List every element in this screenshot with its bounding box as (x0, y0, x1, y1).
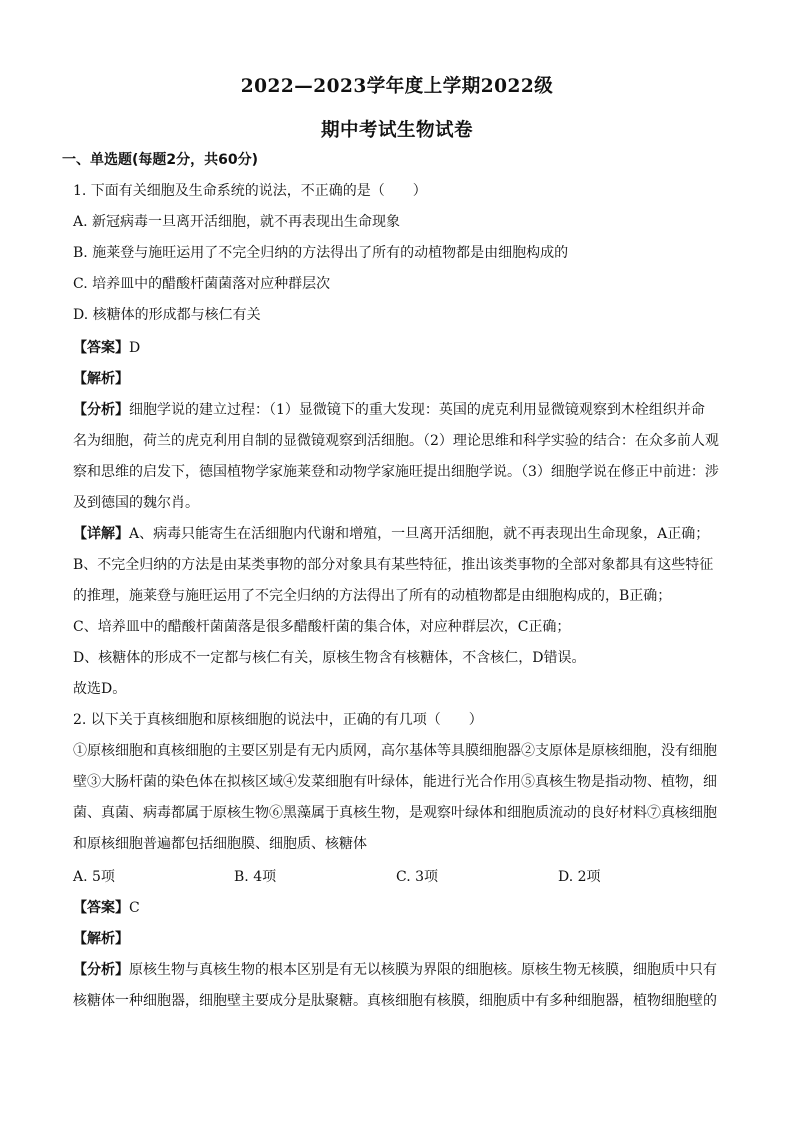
question-1-xiangjie-line5: D、核糖体的形成不一定都与核仁有关，原核生物含有核糖体，不含核仁，D错误。 (73, 650, 586, 666)
question-2-option-b: B. 4项 (234, 869, 277, 885)
question-1-fenxi-line4: 及到德国的魏尔肖。 (73, 495, 199, 511)
question-2-fenxi-line1 (73, 960, 717, 980)
xiangjie-text: A、病毒只能寄生在活细胞内代谢和增殖，一旦离开活细胞，就不再表现出生命现象，A正确； (129, 526, 710, 542)
question-2-body-line3: 菌、真菌、病毒都属于原核生物⑥黑藻属于真核生物，是观察叶绿体和细胞质流动的良好材料⑦真核细胞 (73, 805, 717, 821)
fenxi-text: 原核生物与真核生物的根本区别是有无以核膜为界限的细胞核。原核生物无核膜，细胞质中只有 (129, 962, 717, 978)
answer-value: C (129, 900, 140, 916)
question-1-fenxi-line2: 名为细胞，荷兰的虎克利用自制的显微镜观察到活细胞。（2）理论思维和科学实验的结合：在众多前人观 (73, 433, 719, 449)
question-1-fenxi-line3: 察和思维的启发下，德国植物学家施莱登和动物学家施旺提出细胞学说。（3）细胞学说在修正中前进：涉 (73, 464, 719, 480)
answer-tag: 【答案】 (73, 340, 129, 356)
question-2-jiexi-tag: 【解析】 (73, 931, 129, 947)
question-1-option-c: C. 培养皿中的醋酸杆菌菌落对应种群层次 (73, 276, 331, 292)
section-heading: 一、单选题(每题2分，共60分) (62, 152, 259, 168)
question-2-body-line2: 壁③大肠杆菌的染色体在拟核区域④发菜细胞有叶绿体，能进行光合作用⑤真核生物是指动物、植物，细 (73, 774, 717, 790)
question-1-option-b: B. 施莱登与施旺运用了不完全归纳的方法得出了所有的动植物都是由细胞构成的 (73, 245, 569, 261)
question-1-option-a: A. 新冠病毒一旦离开活细胞，就不再表现出生命现象 (73, 214, 401, 230)
question-2-body-line1: ①原核细胞和真核细胞的主要区别是有无内质网，高尔基体等具膜细胞器②支原体是原核细胞，没有细胞 (73, 743, 717, 759)
fenxi-tag: 【分析】 (73, 402, 129, 418)
question-1-xiangjie-line2: B、不完全归纳的方法是由某类事物的部分对象具有某些特征，推出该类事物的全部对象都具有这些特征 (73, 557, 714, 573)
exam-title-line1: 2022—2023学年度上学期2022级 (240, 76, 554, 97)
answer-value: D (129, 340, 141, 356)
question-2-stem: 2. 以下关于真核细胞和原核细胞的说法中，正确的有几项（ ） (73, 712, 483, 728)
fenxi-tag: 【分析】 (73, 962, 129, 978)
question-2-option-d: D. 2项 (558, 869, 601, 885)
question-1-conclusion: 故选D。 (73, 681, 127, 697)
question-2-fenxi-line2: 核糖体一种细胞器，细胞壁主要成分是肽聚糖。真核细胞有核膜，细胞质中有多种细胞器，植物细胞壁的 (73, 993, 717, 1009)
fenxi-text: 细胞学说的建立过程：（1）显微镜下的重大发现：英国的虎克利用显微镜观察到木栓组织并命 (129, 402, 705, 418)
question-1-xiangjie-line1 (73, 524, 709, 544)
answer-tag: 【答案】 (73, 900, 129, 916)
question-1-answer (73, 338, 140, 358)
question-1-fenxi-line1 (73, 400, 705, 420)
question-1-jiexi-tag: 【解析】 (73, 371, 129, 387)
question-1-stem: 1. 下面有关细胞及生命系统的说法，不正确的是（ ） (73, 183, 427, 199)
exam-title-line2: 期中考试生物试卷 (320, 120, 473, 141)
question-2-option-a: A. 5项 (73, 869, 115, 885)
question-1-xiangjie-line3: 的推理，施莱登与施旺运用了不完全归纳的方法得出了所有的动植物都是由细胞构成的，B正确； (73, 588, 672, 604)
question-2-body-line4: 和原核细胞普遍都包括细胞膜、细胞质、核糖体 (73, 836, 367, 852)
question-1-xiangjie-line4: C、培养皿中的醋酸杆菌菌落是很多醋酸杆菌的集合体，对应种群层次，C正确； (73, 619, 571, 635)
xiangjie-tag: 【详解】 (73, 526, 129, 542)
question-1-option-d: D. 核糖体的形成都与核仁有关 (73, 307, 261, 323)
question-2-option-c: C. 3项 (396, 869, 439, 885)
question-2-answer (73, 898, 140, 918)
